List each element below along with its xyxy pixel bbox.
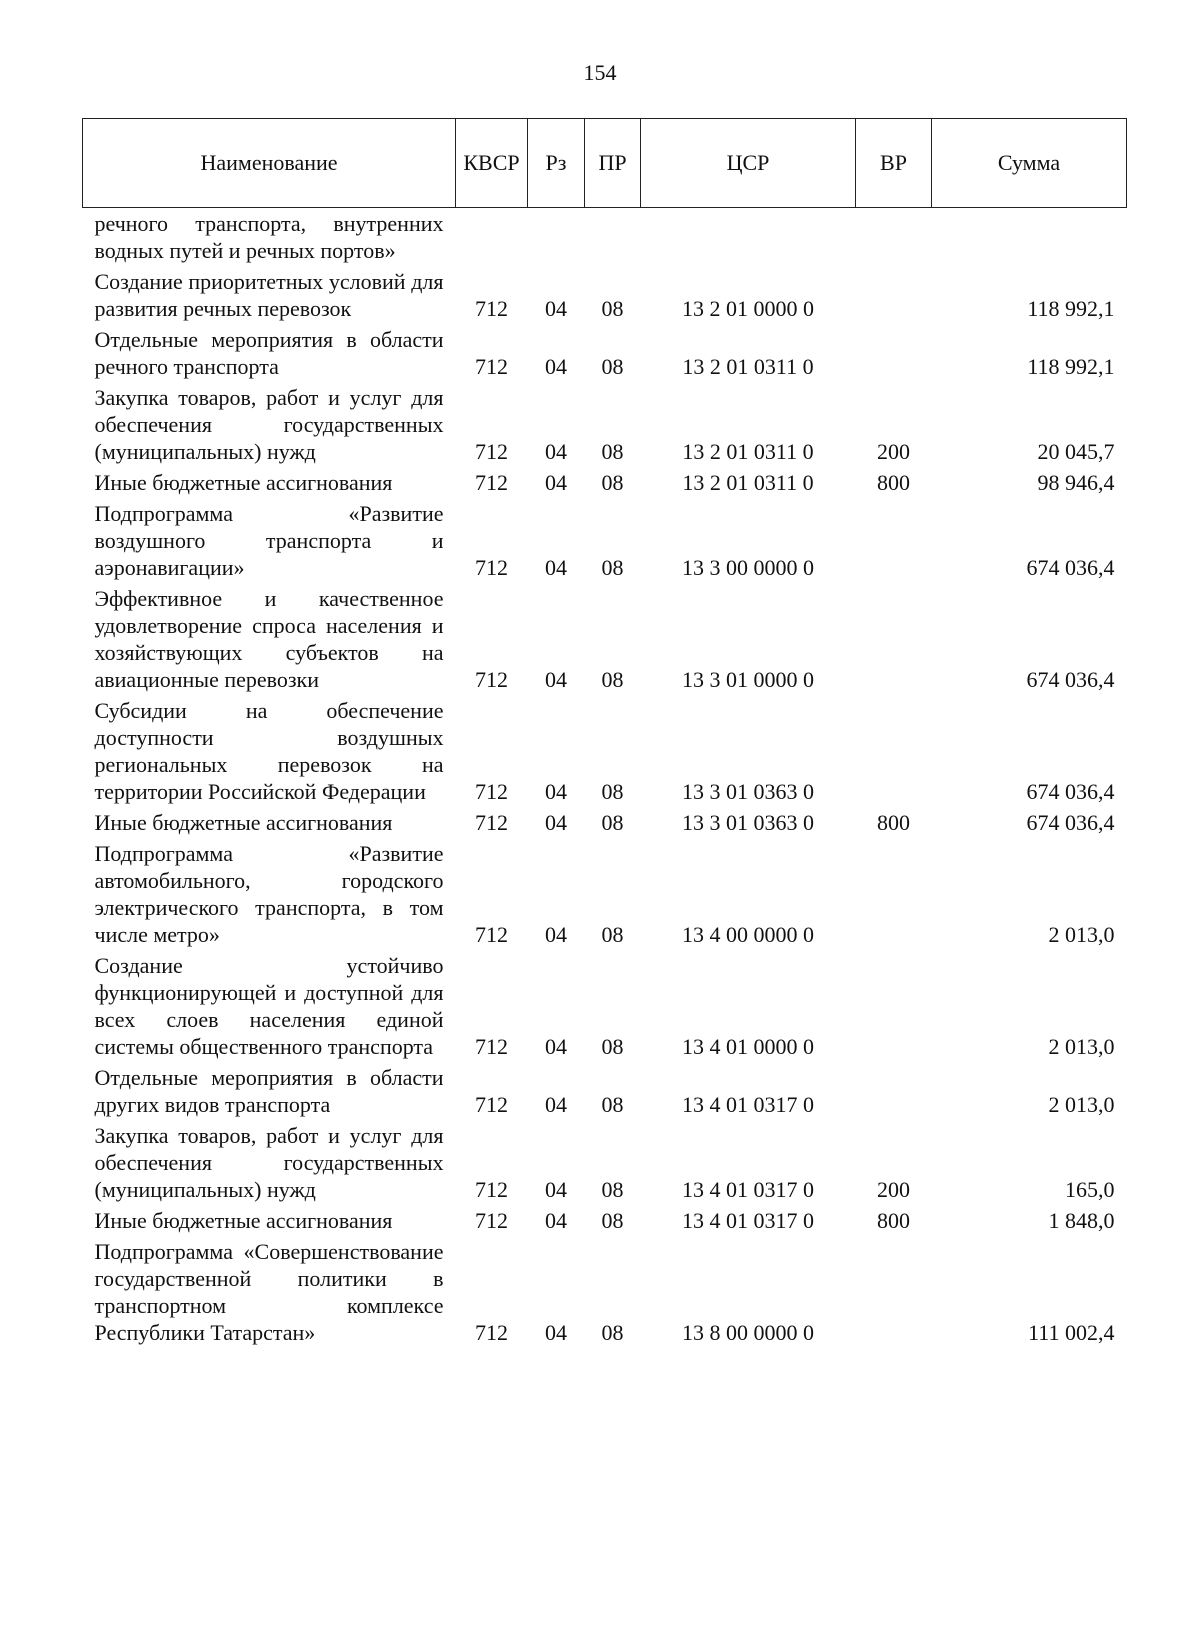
cell-pr: 08 bbox=[601, 1092, 624, 1117]
table-row bbox=[83, 836, 1127, 948]
cell-kvsr: 712 bbox=[475, 922, 508, 947]
cell-name: Подпрограмма «Совершенствование государственной политики в транспортном комплексе Республики Татарстан» bbox=[94, 1239, 444, 1345]
table-row bbox=[83, 805, 1127, 836]
header-name: Наименование bbox=[83, 119, 456, 208]
cell-pr: 08 bbox=[601, 439, 624, 464]
cell-name: Закупка товаров, работ и услуг для обеспечения государственных (муниципальных) нужд bbox=[94, 385, 444, 464]
cell-name: Отдельные мероприятия в области речного транспорта bbox=[94, 327, 444, 379]
cell-name: Иные бюджетные ассигнования bbox=[94, 810, 393, 835]
cell-vr: 200 bbox=[877, 439, 910, 464]
cell-sum: 674 036,4 bbox=[1026, 555, 1115, 580]
cell-kvsr: 712 bbox=[475, 470, 508, 495]
table-row bbox=[83, 1234, 1127, 1346]
table-row bbox=[83, 581, 1127, 693]
header-kvsr: КВСР bbox=[456, 119, 528, 208]
cell-pr: 08 bbox=[601, 779, 624, 804]
cell-rz: 04 bbox=[545, 1320, 567, 1345]
cell-vr bbox=[856, 836, 932, 948]
header-csr: ЦСР bbox=[641, 119, 856, 208]
cell-kvsr: 712 bbox=[475, 810, 508, 835]
cell-sum: 2 013,0 bbox=[1048, 1092, 1115, 1117]
cell-pr: 08 bbox=[601, 1208, 624, 1233]
cell-sum: 165,0 bbox=[1065, 1177, 1115, 1202]
cell-kvsr: 712 bbox=[475, 354, 508, 379]
cell-sum: 1 848,0 bbox=[1048, 1208, 1115, 1233]
cell-sum bbox=[932, 208, 1127, 265]
cell-rz: 04 bbox=[545, 439, 567, 464]
cell-csr: 13 2 01 0000 0 bbox=[682, 296, 814, 321]
cell-sum: 118 992,1 bbox=[1027, 296, 1115, 321]
cell-kvsr: 712 bbox=[475, 296, 508, 321]
cell-name: Иные бюджетные ассигнования bbox=[94, 1208, 393, 1233]
table-row bbox=[83, 496, 1127, 581]
cell-vr bbox=[856, 496, 932, 581]
table-row bbox=[83, 465, 1127, 496]
table-row bbox=[83, 208, 1127, 265]
page-number: 154 bbox=[583, 60, 617, 85]
cell-rz: 04 bbox=[545, 922, 567, 947]
cell-vr: 800 bbox=[877, 810, 910, 835]
cell-rz: 04 bbox=[545, 354, 567, 379]
cell-kvsr: 712 bbox=[475, 555, 508, 580]
cell-csr: 13 2 01 0311 0 bbox=[682, 470, 814, 495]
table-row bbox=[83, 380, 1127, 465]
cell-vr bbox=[856, 948, 932, 1060]
table-row bbox=[83, 1060, 1127, 1118]
cell-csr: 13 3 00 0000 0 bbox=[682, 555, 814, 580]
cell-pr: 08 bbox=[601, 1320, 624, 1345]
cell-vr: 200 bbox=[877, 1177, 910, 1202]
cell-kvsr: 712 bbox=[475, 1092, 508, 1117]
cell-pr: 08 bbox=[601, 667, 624, 692]
cell-vr: 800 bbox=[877, 1208, 910, 1233]
cell-name: Подпрограмма «Развитие автомобильного, городского электрического транспорта, в том числе метро» bbox=[94, 841, 444, 947]
cell-csr: 13 4 01 0000 0 bbox=[682, 1034, 814, 1059]
cell-rz: 04 bbox=[545, 1092, 567, 1117]
header-sum: Сумма bbox=[932, 119, 1127, 208]
cell-csr: 13 4 01 0317 0 bbox=[682, 1092, 814, 1117]
cell-csr: 13 2 01 0311 0 bbox=[682, 354, 814, 379]
cell-rz: 04 bbox=[545, 1034, 567, 1059]
table-row bbox=[83, 948, 1127, 1060]
cell-pr: 08 bbox=[601, 296, 624, 321]
cell-rz: 04 bbox=[545, 555, 567, 580]
budget-table bbox=[82, 118, 1127, 1346]
cell-vr bbox=[856, 1060, 932, 1118]
cell-name: Отдельные мероприятия в области других видов транспорта bbox=[94, 1065, 444, 1117]
cell-sum: 2 013,0 bbox=[1048, 1034, 1115, 1059]
cell-name: Закупка товаров, работ и услуг для обеспечения государственных (муниципальных) нужд bbox=[94, 1123, 444, 1202]
cell-rz: 04 bbox=[545, 667, 567, 692]
cell-sum: 111 002,4 bbox=[1028, 1320, 1115, 1345]
table-row bbox=[83, 1203, 1127, 1234]
cell-rz: 04 bbox=[545, 779, 567, 804]
cell-csr: 13 4 01 0317 0 bbox=[682, 1208, 814, 1233]
cell-pr: 08 bbox=[601, 1177, 624, 1202]
cell-rz: 04 bbox=[545, 296, 567, 321]
cell-rz bbox=[528, 208, 585, 265]
cell-vr: 800 bbox=[877, 470, 910, 495]
cell-csr: 13 8 00 0000 0 bbox=[682, 1320, 814, 1345]
cell-pr bbox=[585, 208, 641, 265]
cell-sum: 98 946,4 bbox=[1037, 470, 1115, 495]
cell-rz: 04 bbox=[545, 1177, 567, 1202]
cell-sum: 674 036,4 bbox=[1026, 667, 1115, 692]
header-rz: Рз bbox=[528, 119, 585, 208]
cell-csr: 13 4 01 0317 0 bbox=[682, 1177, 814, 1202]
table-row bbox=[83, 1118, 1127, 1203]
table-row bbox=[83, 264, 1127, 322]
cell-csr: 13 2 01 0311 0 bbox=[682, 439, 814, 464]
cell-vr bbox=[856, 322, 932, 380]
cell-pr: 08 bbox=[601, 922, 624, 947]
cell-pr: 08 bbox=[601, 555, 624, 580]
cell-name: Создание устойчиво функционирующей и доступной для всех слоев населения единой системы общественного транспорта bbox=[94, 953, 444, 1059]
cell-sum: 20 045,7 bbox=[1037, 439, 1115, 464]
table-header bbox=[83, 119, 1127, 208]
cell-kvsr: 712 bbox=[475, 667, 508, 692]
table-body bbox=[83, 208, 1127, 1347]
cell-kvsr: 712 bbox=[475, 1208, 508, 1233]
cell-vr bbox=[856, 581, 932, 693]
cell-csr: 13 3 01 0363 0 bbox=[682, 779, 814, 804]
cell-pr: 08 bbox=[601, 354, 624, 379]
cell-pr: 08 bbox=[601, 810, 624, 835]
cell-kvsr: 712 bbox=[475, 779, 508, 804]
cell-name: Создание приоритетных условий для развития речных перевозок bbox=[94, 269, 444, 321]
cell-sum: 674 036,4 bbox=[1026, 810, 1115, 835]
cell-name: Подпрограмма «Развитие воздушного транспорта и аэронавигации» bbox=[94, 501, 444, 580]
cell-kvsr bbox=[456, 208, 528, 265]
header-pr: ПР bbox=[585, 119, 641, 208]
cell-pr: 08 bbox=[601, 1034, 624, 1059]
cell-rz: 04 bbox=[545, 810, 567, 835]
cell-vr bbox=[856, 1234, 932, 1346]
cell-csr: 13 3 01 0363 0 bbox=[682, 810, 814, 835]
cell-vr bbox=[856, 693, 932, 805]
cell-rz: 04 bbox=[545, 470, 567, 495]
cell-name: речного транспорта, внутренних водных путей и речных портов» bbox=[94, 211, 444, 263]
cell-kvsr: 712 bbox=[475, 1320, 508, 1345]
table-row bbox=[83, 322, 1127, 380]
cell-kvsr: 712 bbox=[475, 1034, 508, 1059]
cell-name: Иные бюджетные ассигнования bbox=[94, 470, 393, 495]
cell-kvsr: 712 bbox=[475, 1177, 508, 1202]
table-row bbox=[83, 693, 1127, 805]
cell-sum: 674 036,4 bbox=[1026, 779, 1115, 804]
cell-csr: 13 3 01 0000 0 bbox=[682, 667, 814, 692]
cell-sum: 2 013,0 bbox=[1048, 922, 1115, 947]
cell-csr bbox=[641, 208, 856, 265]
cell-vr bbox=[856, 208, 932, 265]
cell-pr: 08 bbox=[601, 470, 624, 495]
cell-name: Субсидии на обеспечение доступности воздушных региональных перевозок на территории Российской Федерации bbox=[94, 698, 444, 804]
header-vr: ВР bbox=[856, 119, 932, 208]
cell-rz: 04 bbox=[545, 1208, 567, 1233]
cell-csr: 13 4 00 0000 0 bbox=[682, 922, 814, 947]
cell-kvsr: 712 bbox=[475, 439, 508, 464]
cell-name: Эффективное и качественное удовлетворение спроса населения и хозяйствующих субъектов на авиационные перевозки bbox=[94, 586, 444, 692]
cell-vr bbox=[856, 264, 932, 322]
cell-sum: 118 992,1 bbox=[1027, 354, 1115, 379]
